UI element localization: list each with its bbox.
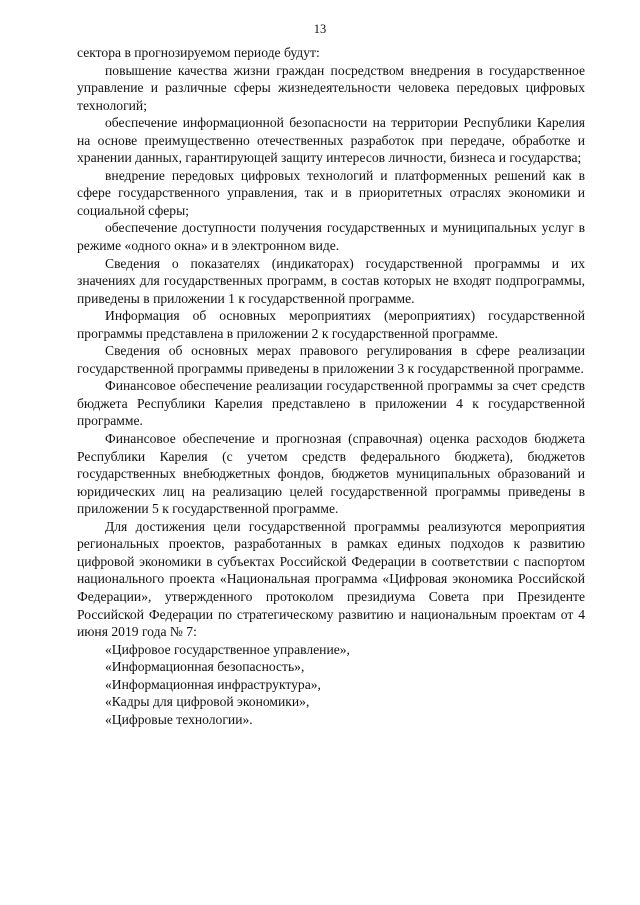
paragraph: обеспечение информационной безопасности на территории Республики Карелия на основе преимущественно отечественных разработок при передаче, обработке и хранении данных, гарантирующей защиту интересов личности, бизнеса и государства;: [77, 115, 585, 166]
body-text: [77, 44, 585, 728]
list-item: «Информационная инфраструктура»,: [105, 676, 321, 692]
paragraph: сектора в прогнозируемом периоде будут:: [77, 45, 320, 60]
paragraph: Для достижения цели государственной программы реализуются мероприятия региональных проектов, разработанных в рамках единых подходов к развитию цифровой экономики в субъектах Российской Федерации в соответствии с паспортом национального проекта «Национальная программа «Цифровая экономика Российской Федерации», утвержденного протоколом президиума Совета при Президенте Российской Федерации по стратегическому развитию и национальным проектам от 4 июня 2019 года № 7:: [77, 518, 585, 640]
paragraph: Финансовое обеспечение реализации государственной программы за счет средств бюджета Республики Карелия представлено в приложении 4 к государственной программе.: [77, 378, 585, 429]
paragraph: повышение качества жизни граждан посредством внедрения в государственное управление и различные сферы жизнедеятельности человека передовых цифровых технологий;: [77, 62, 585, 113]
list-item: «Информационная безопасность»,: [105, 659, 305, 675]
paragraph: обеспечение доступности получения государственных и муниципальных услуг в режиме «одного окна» и в электронном виде.: [77, 220, 585, 254]
paragraph: внедрение передовых цифровых технологий и платформенных решений как в сфере государственного управления, так и в приоритетных отраслях экономики и социальной сферы;: [77, 167, 585, 218]
list-item: «Цифровые технологии».: [105, 711, 253, 727]
paragraph: Сведения о показателях (индикаторах) государственной программы и их значениях для государственных программ, в состав которых не входят подпрограммы, приведены в приложении 1 к государственной программе.: [77, 255, 585, 306]
list-item: «Кадры для цифровой экономики»,: [105, 694, 310, 710]
page-number: 13: [313, 22, 327, 36]
list-item: «Цифровое государственное управление»,: [105, 641, 350, 657]
paragraph: Информация об основных мероприятиях (мероприятиях) государственной программы представлена в приложении 2 к государственной программе.: [77, 308, 585, 341]
paragraph: Финансовое обеспечение и прогнозная (справочная) оценка расходов бюджета Республики Карелия (с учетом средств федерального бюджета), бюджетов государственных внебюджетных фондов, бюджетов муниципальных образований и юридических лиц на реализацию целей государственной программы приведены в приложении 5 к государственной программе.: [77, 431, 585, 517]
paragraph: Сведения об основных мерах правового регулирования в сфере реализации государственной программы приведены в приложении 3 к государственной программе.: [77, 343, 585, 376]
